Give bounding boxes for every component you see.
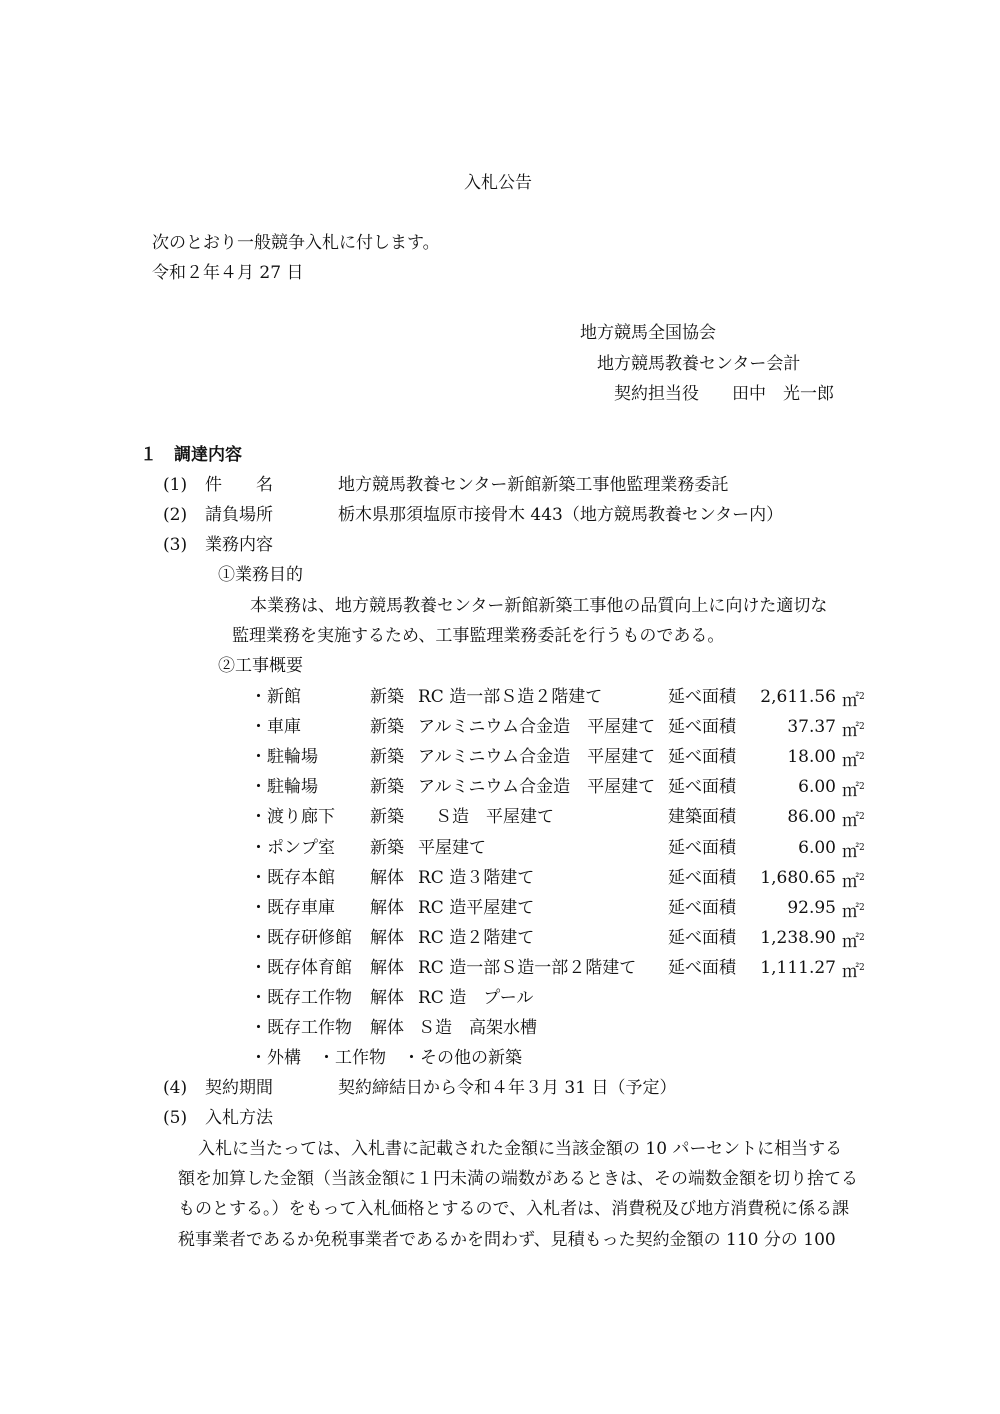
overview-item-area-label: 延べ面積 xyxy=(668,838,736,858)
area-unit-superscript: 2 xyxy=(859,692,865,702)
method-paragraph-line: 入札に当たっては、入札書に記載された金額に当該金額の 10 パーセントに相当する xyxy=(198,1139,843,1159)
overview-item-area: 18.00 xyxy=(787,747,836,767)
overview-item-desc: アルミニウム合金造 平屋建て xyxy=(418,717,656,737)
area-unit xyxy=(842,776,865,802)
overview-item-name: ・車庫 xyxy=(250,717,301,737)
overview-item-area: 2,611.56 xyxy=(760,687,836,707)
notice-date: 令和２年４月 27 日 xyxy=(152,263,304,283)
overview-item-area-label: 延べ面積 xyxy=(668,717,736,737)
area-unit-text: ㎡ xyxy=(842,691,859,711)
overview-item-area-label: 延べ面積 xyxy=(668,747,736,767)
area-unit-superscript: 2 xyxy=(859,873,865,883)
overview-item-name: ・渡り廊下 xyxy=(250,807,335,827)
area-unit-superscript: 2 xyxy=(859,963,865,973)
overview-item-type: 解体 xyxy=(370,868,404,888)
overview-item-area-label: 延べ面積 xyxy=(668,958,736,978)
overview-item-desc: RC 造２階建て xyxy=(418,928,535,948)
overview-item-desc: アルミニウム合金造 平屋建て xyxy=(418,777,656,797)
overview-item-type: 新築 xyxy=(370,838,404,858)
overview-item-name: ・既存体育館 xyxy=(250,958,352,978)
area-unit-text: ㎡ xyxy=(842,872,859,892)
overview-item-desc: 平屋建て xyxy=(418,838,486,858)
method-paragraph-line: 額を加算した金額（当該金額に１円未満の端数があるときは、その端数金額を切り捨てる xyxy=(178,1169,858,1189)
item-label: 契約期間 xyxy=(205,1078,273,1098)
area-unit xyxy=(842,927,865,953)
overview-item-type: 新築 xyxy=(370,717,404,737)
overview-item-name: ・駐輪場 xyxy=(250,777,318,797)
item-label: 入札方法 xyxy=(205,1108,273,1128)
overview-item-desc: Ｓ造 平屋建て xyxy=(418,807,554,827)
overview-item-area: 6.00 xyxy=(798,838,836,858)
overview-heading: ②工事概要 xyxy=(218,656,303,676)
overview-item-name: ・既存研修館 xyxy=(250,928,352,948)
page-title: 入札公告 xyxy=(464,173,532,193)
item-number: (5) xyxy=(163,1108,188,1128)
item-number: (4) xyxy=(163,1078,188,1098)
overview-item-desc: アルミニウム合金造 平屋建て xyxy=(418,747,656,767)
area-unit xyxy=(842,716,865,742)
area-unit-superscript: 2 xyxy=(859,903,865,913)
overview-item-type: 解体 xyxy=(370,898,404,918)
item-number: (2) xyxy=(163,505,188,525)
overview-item-type: 新築 xyxy=(370,687,404,707)
overview-item-name: ・既存本館 xyxy=(250,868,335,888)
area-unit xyxy=(842,746,865,772)
overview-item-type: 新築 xyxy=(370,807,404,827)
overview-item-name: ・ポンプ室 xyxy=(250,838,335,858)
area-unit-superscript: 2 xyxy=(859,722,865,732)
overview-item-name: ・新館 xyxy=(250,687,301,707)
overview-item-area-label: 延べ面積 xyxy=(668,898,736,918)
overview-item-area: 92.95 xyxy=(787,898,836,918)
overview-item-desc: Ｓ造 高架水槽 xyxy=(418,1018,537,1038)
item-label: 業務内容 xyxy=(205,535,273,555)
item-number: (1) xyxy=(163,475,188,495)
purpose-text: 監理業務を実施するため、工事監理業務委託を行うものである。 xyxy=(232,626,725,646)
area-unit-superscript: 2 xyxy=(859,843,865,853)
item-label: 件 名 xyxy=(205,475,273,495)
item-label: 請負場所 xyxy=(205,505,273,525)
overview-extra: ・外構 ・工作物 ・その他の新築 xyxy=(250,1048,522,1068)
area-unit-superscript: 2 xyxy=(859,812,865,822)
item-value: 地方競馬教養センター新館新築工事他監理業務委託 xyxy=(338,475,729,495)
overview-item-name: ・既存工作物 xyxy=(250,988,352,1008)
overview-item-area: 86.00 xyxy=(787,807,836,827)
area-unit xyxy=(842,686,865,712)
overview-item-type: 解体 xyxy=(370,928,404,948)
overview-item-desc: RC 造 プール xyxy=(418,988,534,1008)
overview-item-desc: RC 造一部Ｓ造一部２階建て xyxy=(418,958,637,978)
area-unit-text: ㎡ xyxy=(842,811,859,831)
overview-item-type: 解体 xyxy=(370,988,404,1008)
area-unit-text: ㎡ xyxy=(842,781,859,801)
overview-item-type: 解体 xyxy=(370,958,404,978)
issuer-org: 地方競馬全国協会 xyxy=(580,323,716,343)
area-unit-text: ㎡ xyxy=(842,751,859,771)
overview-item-area: 1,238.90 xyxy=(760,928,836,948)
overview-item-area-label: 延べ面積 xyxy=(668,687,736,707)
area-unit-superscript: 2 xyxy=(859,752,865,762)
overview-item-name: ・駐輪場 xyxy=(250,747,318,767)
area-unit-superscript: 2 xyxy=(859,933,865,943)
overview-item-desc: RC 造一部Ｓ造２階建て xyxy=(418,687,603,707)
intro-text: 次のとおり一般競争入札に付します。 xyxy=(152,233,440,253)
overview-item-area-label: 延べ面積 xyxy=(668,928,736,948)
item-value: 栃木県那須塩原市接骨木 443（地方競馬教養センター内） xyxy=(338,505,784,525)
overview-item-type: 新築 xyxy=(370,747,404,767)
overview-item-desc: RC 造平屋建て xyxy=(418,898,535,918)
overview-item-name: ・既存工作物 xyxy=(250,1018,352,1038)
item-value: 契約締結日から令和４年３月 31 日（予定） xyxy=(338,1078,677,1098)
method-paragraph-line: 税事業者であるか免税事業者であるかを問わず、見積もった契約金額の 110 分の 100 xyxy=(178,1230,836,1250)
overview-item-area-label: 延べ面積 xyxy=(668,777,736,797)
item-number: (3) xyxy=(163,535,188,555)
area-unit-text: ㎡ xyxy=(842,721,859,741)
overview-item-area-label: 延べ面積 xyxy=(668,868,736,888)
overview-item-area-label: 建築面積 xyxy=(668,807,736,827)
issuer-role: 契約担当役 xyxy=(614,384,699,404)
overview-item-name: ・既存車庫 xyxy=(250,898,335,918)
issuer-name: 田中 光一郎 xyxy=(732,384,834,404)
overview-item-type: 解体 xyxy=(370,1018,404,1038)
overview-item-area: 1,111.27 xyxy=(760,958,836,978)
section-heading: １ 調達内容 xyxy=(140,445,242,465)
area-unit xyxy=(842,867,865,893)
overview-item-area: 1,680.65 xyxy=(760,868,836,888)
overview-item-desc: RC 造３階建て xyxy=(418,868,535,888)
area-unit-text: ㎡ xyxy=(842,902,859,922)
area-unit xyxy=(842,806,865,832)
area-unit-superscript: 2 xyxy=(859,782,865,792)
area-unit-text: ㎡ xyxy=(842,842,859,862)
area-unit xyxy=(842,957,865,983)
area-unit-text: ㎡ xyxy=(842,962,859,982)
purpose-heading: ①業務目的 xyxy=(218,565,303,585)
overview-item-area: 37.37 xyxy=(787,717,836,737)
overview-item-area: 6.00 xyxy=(798,777,836,797)
area-unit-text: ㎡ xyxy=(842,932,859,952)
overview-item-type: 新築 xyxy=(370,777,404,797)
area-unit xyxy=(842,897,865,923)
method-paragraph-line: ものとする。）をもって入札価格とするので、入札者は、消費税及び地方消費税に係る課 xyxy=(178,1199,850,1219)
area-unit xyxy=(842,837,865,863)
purpose-text: 本業務は、地方競馬教養センター新館新築工事他の品質向上に向けた適切な xyxy=(250,596,828,616)
issuer-dept: 地方競馬教養センター会計 xyxy=(597,354,801,374)
